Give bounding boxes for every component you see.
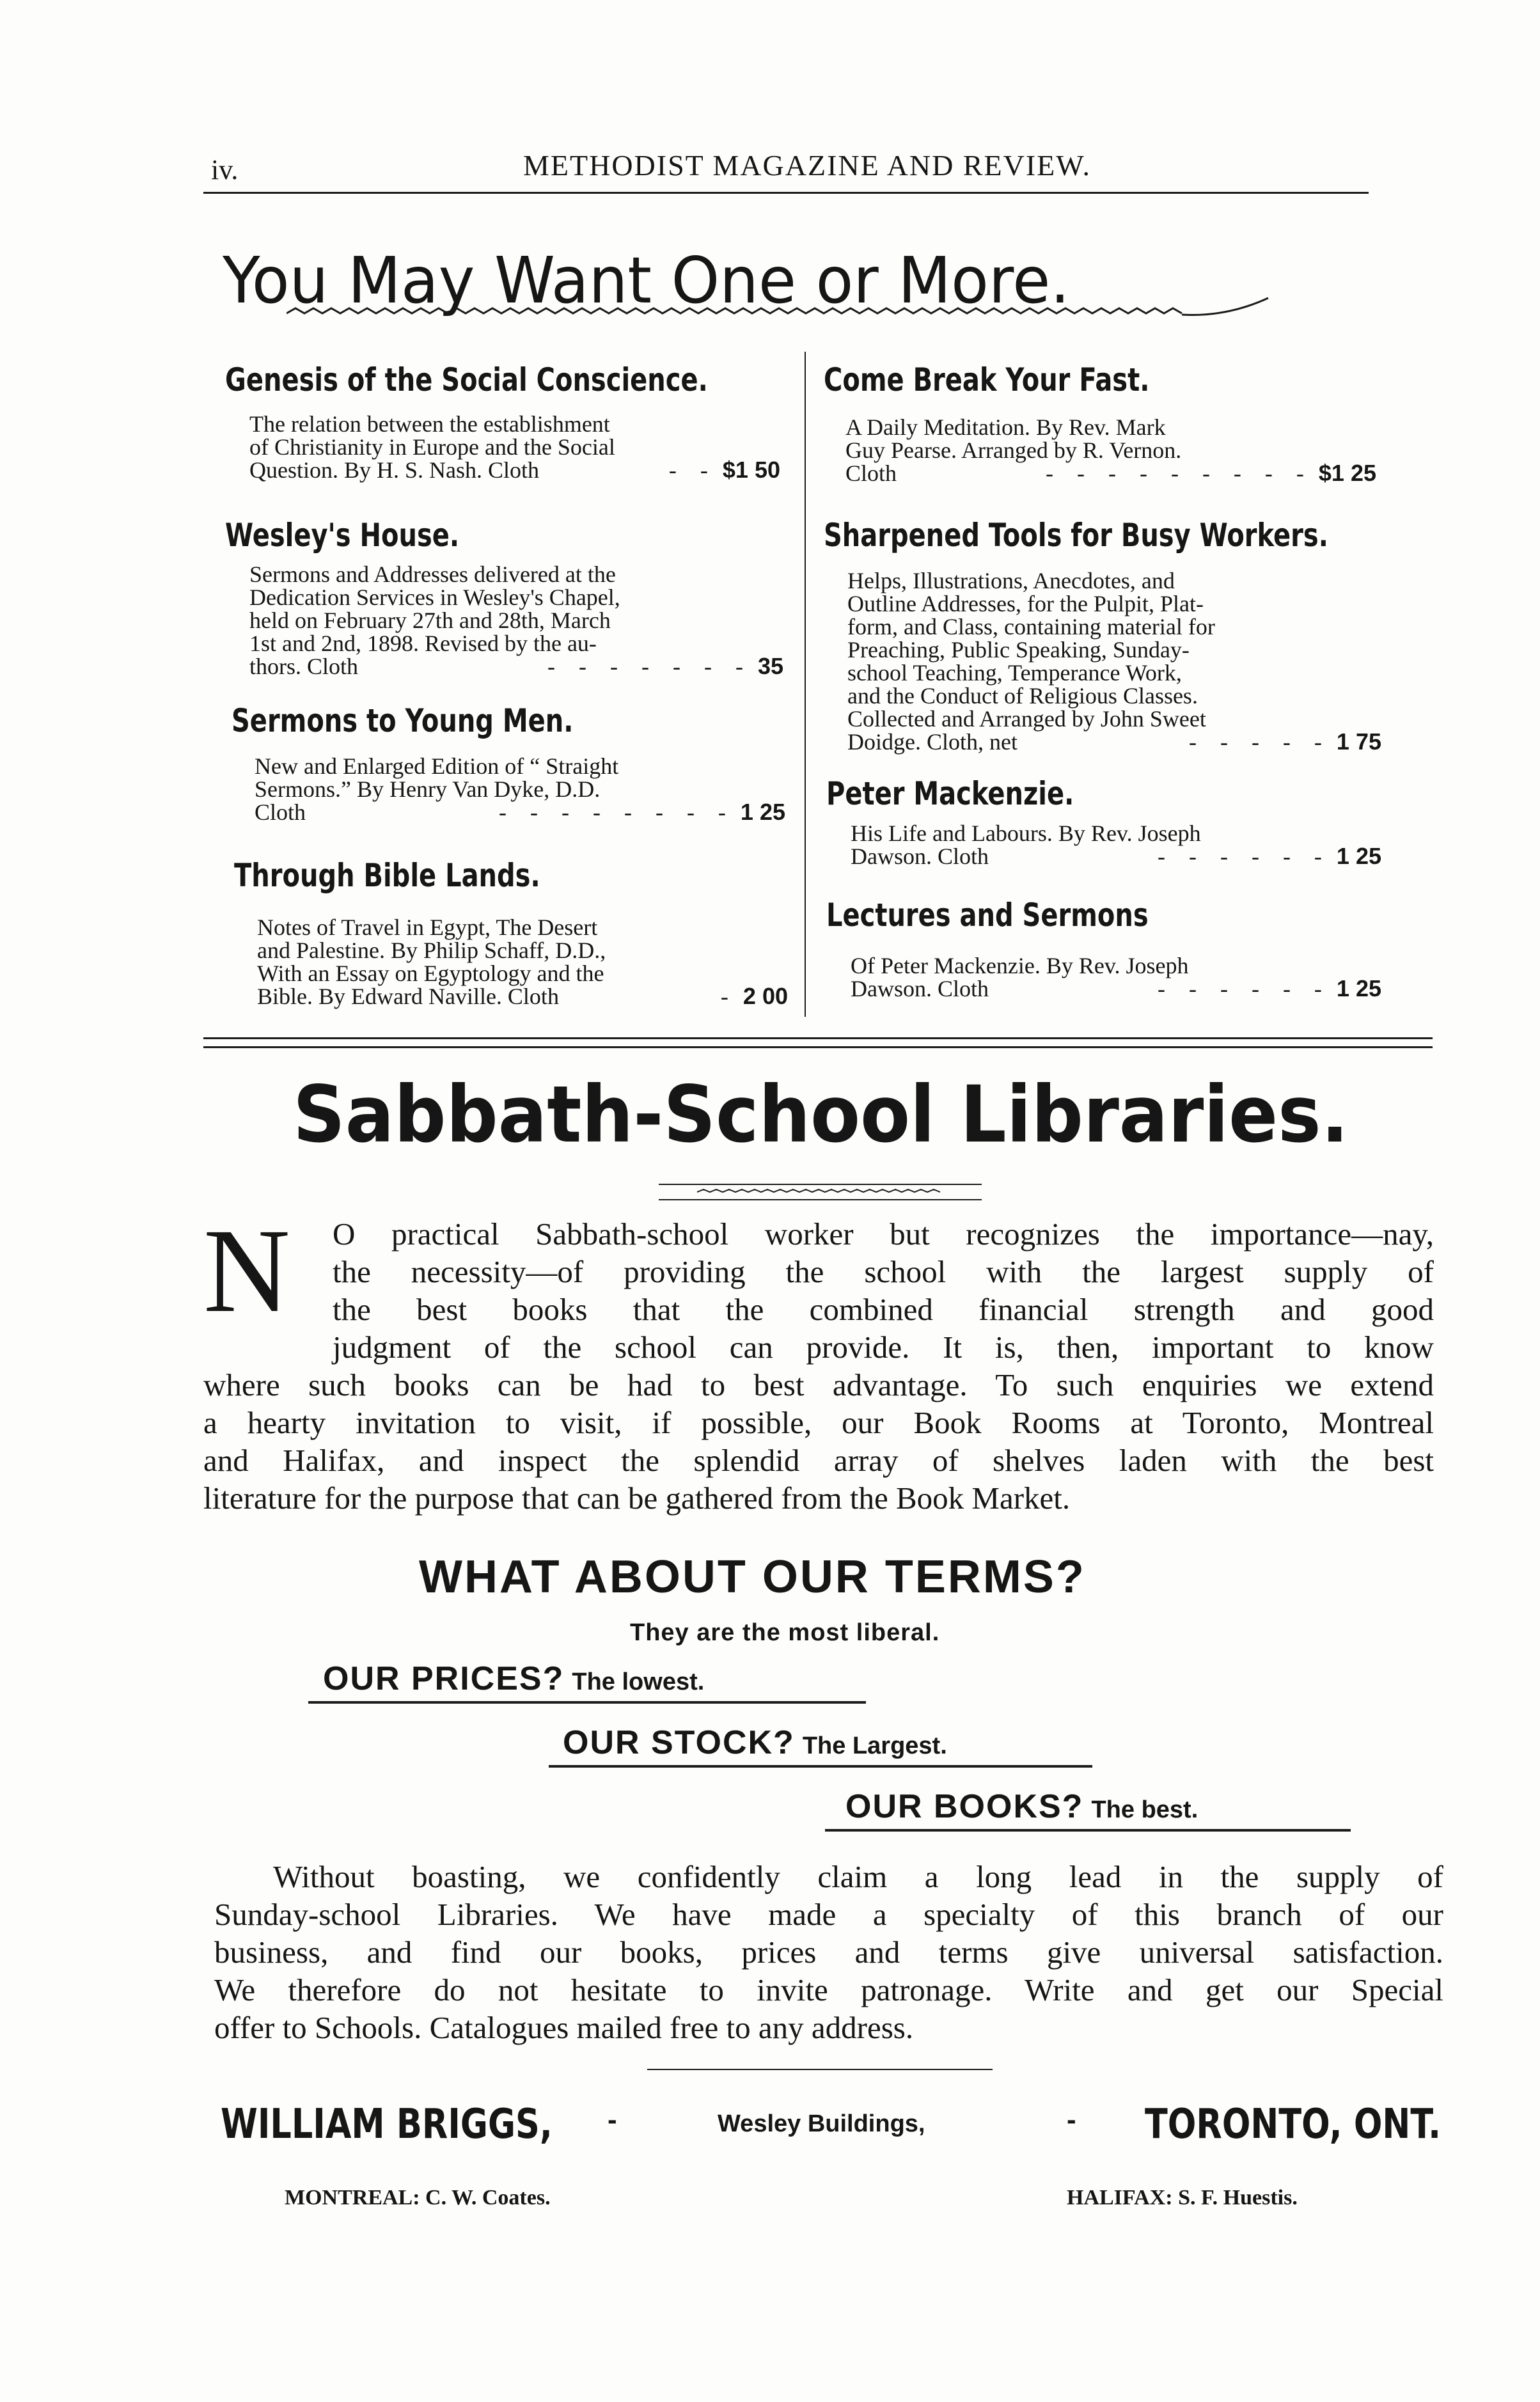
price-line-text: Question. By H. S. Nash. Cloth <box>249 457 540 483</box>
publisher-city: TORONTO, ONT. <box>1145 2101 1442 2148</box>
leader-dots: - - - - - - - - <box>499 799 735 825</box>
books-underline <box>825 1829 1351 1832</box>
price-line-text: Cloth <box>255 799 306 825</box>
book-desc-sharpened-tools <box>847 569 1381 753</box>
desc-line: 1st and 2nd, 1898. Revised by the au- <box>249 631 597 656</box>
intro-line: literature for the purpose that can be gathered from the Book Market. <box>203 1480 1071 1516</box>
desc-line: Notes of Travel in Egypt, The Desert <box>257 914 598 940</box>
closing-paragraph <box>214 1858 1443 2046</box>
book-desc-wesleys-house <box>249 563 783 678</box>
terms-answer: They are the most liberal. <box>630 1619 940 1646</box>
books-line <box>845 1787 1198 1826</box>
book-desc-lectures-and-sermons <box>851 954 1381 1000</box>
footer-rule <box>647 2069 993 2070</box>
price-line <box>847 730 1381 753</box>
intro-line: a hearty invitation to visit, if possible, our Book Rooms at Toronto, Montreal <box>203 1405 1434 1440</box>
price-line <box>851 845 1381 868</box>
desc-line: and Palestine. By Philip Schaff, D.D., <box>257 938 606 963</box>
intro-line: the best books that the combined financial strength and good <box>333 1292 1434 1327</box>
leader-dots: - - - - - - - - - <box>1046 460 1313 486</box>
price-line <box>851 977 1381 1000</box>
price-line-text: Bible. By Edward Naville. Cloth <box>257 984 559 1009</box>
price: $1 25 <box>1318 460 1376 486</box>
price: 35 <box>757 653 783 679</box>
price-line <box>249 655 783 678</box>
desc-line: held on February 27th and 28th, March <box>249 608 611 633</box>
price: 1 25 <box>1336 975 1381 1001</box>
book-desc-through-bible-lands <box>257 916 788 1008</box>
desc-line: form, and Class, containing material for <box>847 614 1215 640</box>
price: 1 25 <box>740 799 785 825</box>
prices-underline <box>308 1701 866 1704</box>
prices-line <box>323 1660 704 1698</box>
price-line-text: Dawson. Cloth <box>851 844 989 869</box>
book-desc-peter-mackenzie <box>851 822 1381 868</box>
prices-answer: The lowest. <box>572 1668 705 1695</box>
desc-line: With an Essay on Egyptology and the <box>257 961 604 986</box>
desc-line: Preaching, Public Speaking, Sunday- <box>847 637 1190 663</box>
desc-line: of Christianity in Europe and the Social <box>249 434 615 460</box>
book-desc-sermons-young-men <box>255 755 785 824</box>
halifax-agent: HALIFAX: S. F. Huestis. <box>1067 2186 1298 2210</box>
closing-line: Sunday-school Libraries. We have made a specialty of this branch of our <box>214 1897 1443 1932</box>
price-line-text: Cloth <box>845 460 897 486</box>
stock-line <box>563 1723 947 1762</box>
price-line <box>249 459 780 482</box>
book-title-sharpened-tools: Sharpened Tools for Busy Workers. <box>824 517 1328 554</box>
price-line <box>255 801 785 824</box>
stock-underline <box>549 1765 1092 1768</box>
leader-dots: - - <box>668 457 717 483</box>
header-rule <box>203 192 1369 194</box>
desc-line: His Life and Labours. By Rev. Joseph <box>851 820 1201 846</box>
ornamental-rule <box>659 1182 982 1202</box>
running-title: METHODIST MAGAZINE AND REVIEW. <box>523 149 1091 182</box>
desc-line: Sermons.” By Henry Van Dyke, D.D. <box>255 776 601 802</box>
intro-paragraph-indented <box>333 1215 1434 1366</box>
closing-line: Without boasting, we confidently claim a long lead in the supply of <box>273 1859 1443 1894</box>
price-line <box>257 985 788 1008</box>
desc-line: Dedication Services in Wesley's Chapel, <box>249 585 620 610</box>
leader-dots: - <box>720 984 737 1009</box>
closing-line: offer to Schools. Catalogues mailed free to any address. <box>214 2010 914 2045</box>
footer-dash: - <box>1067 2104 1076 2135</box>
desc-line: Sermons and Addresses delivered at the <box>249 561 616 587</box>
prices-question: OUR PRICES? <box>323 1660 565 1697</box>
price-line-text: Doidge. Cloth, net <box>847 729 1018 755</box>
section-title: Sabbath-School Libraries. <box>293 1069 1349 1160</box>
desc-line: Outline Addresses, for the Pulpit, Plat- <box>847 591 1204 616</box>
desc-line: Guy Pearse. Arranged by R. Vernon. <box>845 437 1182 463</box>
desc-line: Collected and Arranged by John Sweet <box>847 706 1206 732</box>
price: 2 00 <box>742 983 788 1009</box>
books-answer: The best. <box>1091 1796 1198 1823</box>
price-line <box>845 462 1376 485</box>
intro-line: and Halifax, and inspect the splendid array of shelves laden with the best <box>203 1443 1434 1478</box>
publisher-address: Wesley Buildings, <box>718 2110 925 2137</box>
desc-line: and the Conduct of Religious Classes. <box>847 683 1198 709</box>
leader-dots: - - - - - <box>1188 729 1331 755</box>
closing-line: business, and find our books, prices and terms give universal satisfaction. <box>214 1935 1443 1970</box>
intro-line: O practical Sabbath-school worker but recognizes the importance—nay, <box>333 1216 1434 1252</box>
book-title-genesis: Genesis of the Social Conscience. <box>225 361 708 398</box>
leader-dots: - - - - - - <box>1157 976 1331 1001</box>
books-question: OUR BOOKS? <box>845 1788 1084 1825</box>
desc-line: Helps, Illustrations, Anecdotes, and <box>847 568 1175 593</box>
desc-line: school Teaching, Temperance Work, <box>847 660 1182 686</box>
desc-line: A Daily Meditation. By Rev. Mark <box>845 414 1166 440</box>
price: $1 50 <box>722 457 780 483</box>
terms-heading: WHAT ABOUT OUR TERMS? <box>419 1551 1086 1603</box>
montreal-agent: MONTREAL: C. W. Coates. <box>285 2186 551 2210</box>
headline-ornament <box>287 295 1271 327</box>
price: 1 25 <box>1336 843 1381 869</box>
book-title-wesleys-house: Wesley's House. <box>225 517 460 554</box>
leader-dots: - - - - - - - <box>547 654 752 679</box>
column-divider <box>805 352 806 1017</box>
book-desc-genesis <box>249 412 780 482</box>
drop-cap: N <box>203 1204 290 1337</box>
page-number: iv. <box>211 154 239 185</box>
book-title-through-bible-lands: Through Bible Lands. <box>234 857 540 894</box>
stock-answer: The Largest. <box>802 1732 947 1759</box>
publisher-name: WILLIAM BRIGGS, <box>221 2101 553 2148</box>
price-line-text: Dawson. Cloth <box>851 976 989 1001</box>
section-rule-bottom <box>203 1046 1433 1048</box>
ad-headline: You May Want One or More. <box>223 243 1070 318</box>
section-rule-top <box>203 1037 1433 1039</box>
desc-line: New and Enlarged Edition of “ Straight <box>255 753 619 779</box>
price-line-text: thors. Cloth <box>249 654 359 679</box>
book-title-peter-mackenzie: Peter Mackenzie. <box>826 775 1074 812</box>
book-title-sermons-young-men: Sermons to Young Men. <box>232 702 574 739</box>
intro-paragraph-full <box>203 1366 1434 1517</box>
book-title-come-break-your-fast: Come Break Your Fast. <box>824 361 1150 398</box>
closing-line: We therefore do not hesitate to invite patronage. Write and get our Special <box>214 1972 1443 2007</box>
book-title-lectures-and-sermons: Lectures and Sermons <box>826 897 1149 934</box>
leader-dots: - - - - - - <box>1157 844 1331 869</box>
intro-line: judgment of the school can provide. It is, then, important to know <box>333 1330 1434 1365</box>
price: 1 75 <box>1336 728 1381 755</box>
intro-line: where such books can be had to best advantage. To such enquiries we extend <box>203 1367 1434 1402</box>
stock-question: OUR STOCK? <box>563 1724 795 1761</box>
book-desc-come-break-your-fast <box>845 416 1376 485</box>
intro-line: the necessity—of providing the school with the largest supply of <box>333 1254 1434 1289</box>
footer-dash: - <box>608 2104 617 2135</box>
desc-line: The relation between the establishment <box>249 411 610 437</box>
desc-line: Of Peter Mackenzie. By Rev. Joseph <box>851 953 1189 978</box>
